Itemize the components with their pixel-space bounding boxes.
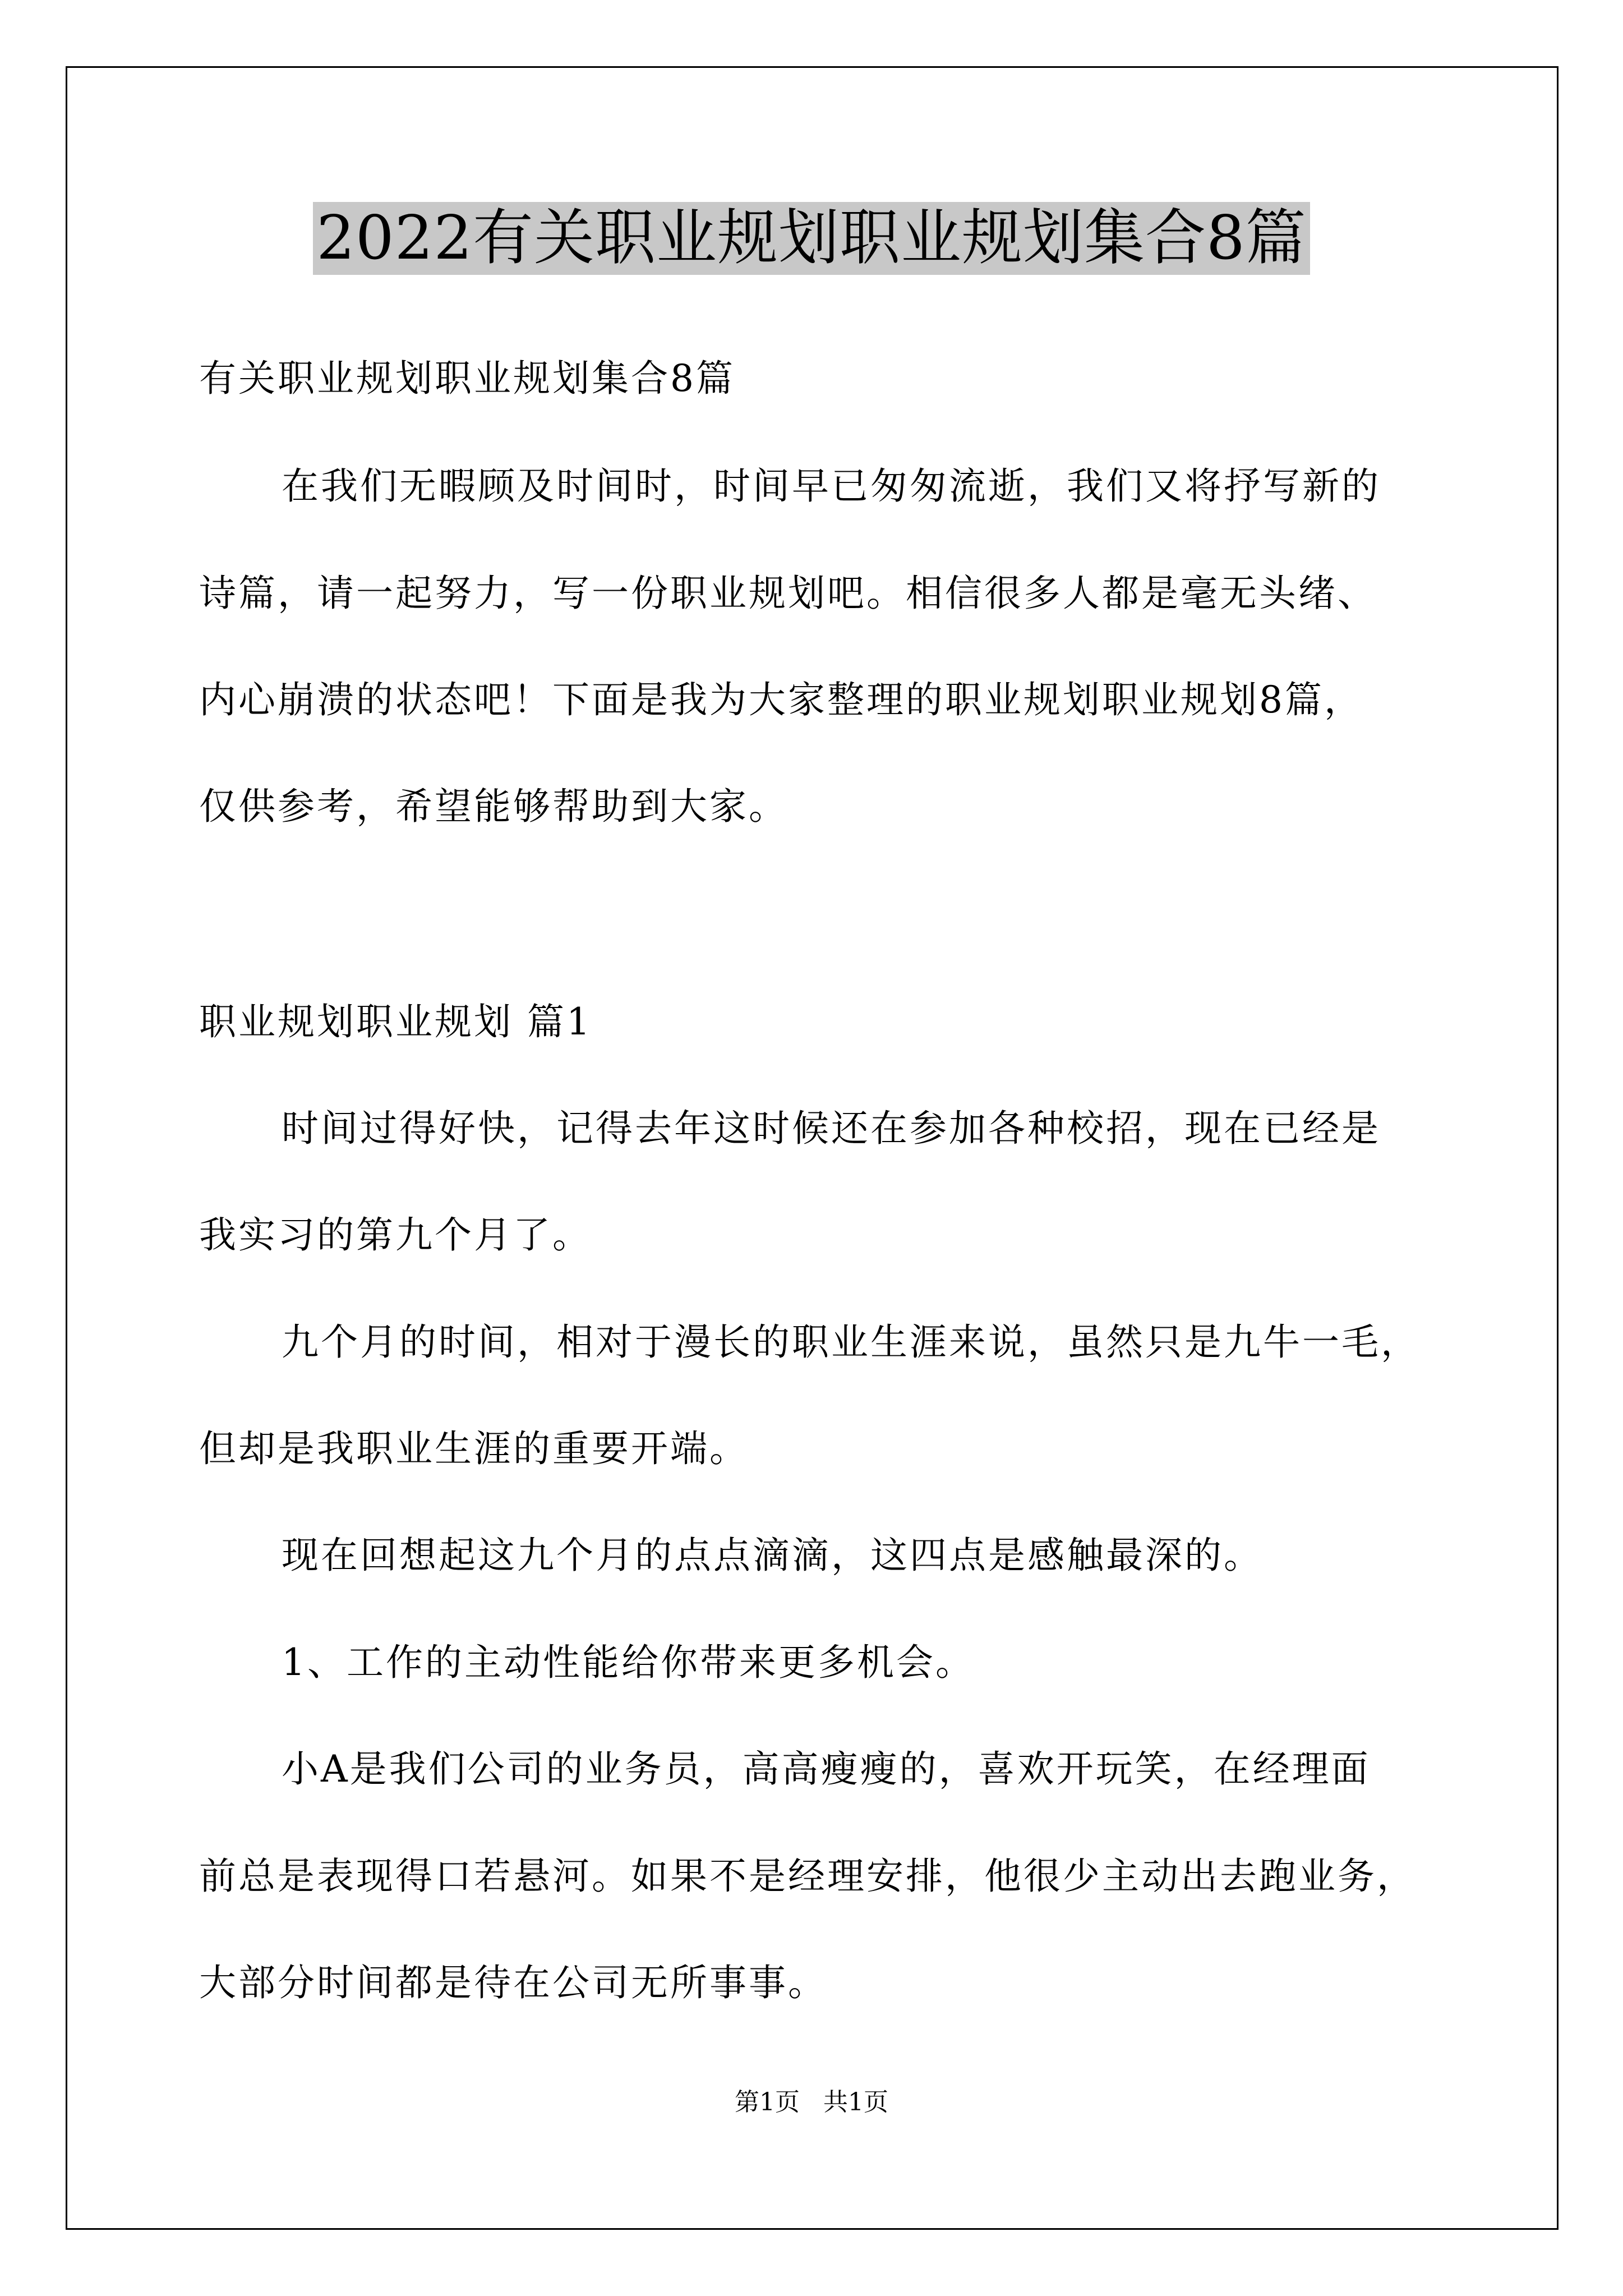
page-footer <box>0 2087 1623 2118</box>
body-line-8: 前总是表现得口若悬河。如果不是经理安排，他很少主动出去跑业务， <box>199 1855 1416 1898</box>
body-line-7: 小A是我们公司的业务员，高高瘦瘦的，喜欢开玩笑，在经理面 <box>282 1747 1371 1791</box>
page-total: 共1页 <box>823 2088 888 2116</box>
document-title: 2022有关职业规划职业规划集合8篇 <box>313 202 1310 275</box>
body-line-4: 但却是我职业生涯的重要开端。 <box>199 1427 749 1470</box>
body-line-3: 九个月的时间，相对于漫长的职业生涯来说，虽然只是九牛一毛， <box>282 1320 1420 1364</box>
section-heading: 职业规划职业规划 篇1 <box>199 1000 592 1043</box>
body-line-2: 我实习的第九个月了。 <box>199 1213 592 1257</box>
body-line-1: 时间过得好快，记得去年这时候还在参加各种校招，现在已经是 <box>282 1107 1381 1150</box>
intro-line-3: 内心崩溃的状态吧！下面是我为大家整理的职业规划职业规划8篇， <box>199 678 1363 721</box>
intro-line-4: 仅供参考，希望能够帮助到大家。 <box>199 785 788 828</box>
page-number: 第1页 <box>735 2088 800 2116</box>
document-subtitle: 有关职业规划职业规划集合8篇 <box>199 357 735 400</box>
title-container <box>0 202 1623 275</box>
body-line-5: 现在回想起这九个月的点点滴滴，这四点是感触最深的。 <box>282 1534 1263 1577</box>
intro-line-2: 诗篇，请一起努力，写一份职业规划吧。相信很多人都是毫无头绪、 <box>199 572 1377 615</box>
body-line-9: 大部分时间都是待在公司无所事事。 <box>199 1961 827 2004</box>
intro-line-1: 在我们无暇顾及时间时，时间早已匆匆流逝，我们又将抒写新的 <box>282 464 1381 508</box>
body-line-6: 1、工作的主动性能给你带来更多机会。 <box>282 1641 975 1684</box>
